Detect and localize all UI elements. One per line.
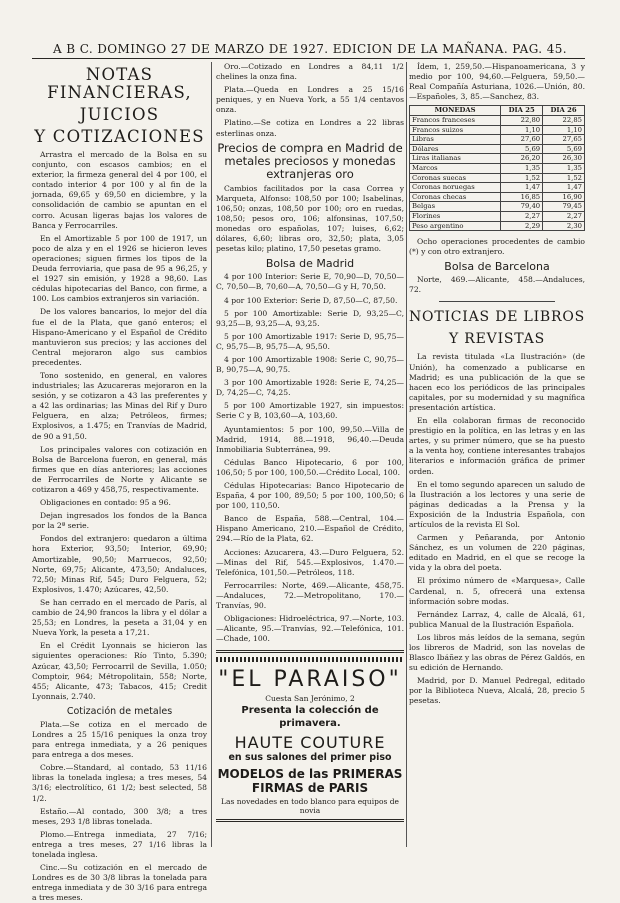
currency-rate: 2,29	[501, 221, 543, 231]
currency-name: Florines	[410, 211, 501, 221]
books-title-2: Y REVISTAS	[449, 331, 545, 348]
ad-decorative-border	[216, 657, 404, 662]
article-paragraph: En el Crédit Lyonnais se hicieron las siguientes operaciones: Río Tinto, 5.390; Azúcar, 43,50; Ferrocarril de Sevilla, 1.050; Comptoir, 964; Métropolitain, 558; Norte, 455; Alicante, 473; Tabacos, 415; Credit Lyonnais, 2.740.	[32, 641, 207, 701]
article-paragraph: Cambios facilitados por la casa Correa y Marqueta, Alfonso: 108,50 por 100; Isabelinas, 106,50; onzas, 108,50 por 100; oro en ruedas, 108,50; pesos oro, 106; alfonsinas, 107,50; monedas oro españolas, 107; luises, 6,62; dólares, 6,60; libras oro, 32,50; plata, 3,05 pesetas kilo; platino, 17,50 pesetas gramo.	[216, 183, 404, 254]
ad-haute-couture: HAUTE COUTURE	[234, 733, 386, 753]
currency-row	[410, 192, 585, 202]
article-paragraph: Plomo.—Entrega inmediata, 27 7/16; entrega a tres meses, 27 1/16 libras la tonelada inglesa.	[32, 829, 207, 859]
bolsa-barcelona-heading: Bolsa de Barcelona	[444, 260, 550, 274]
currency-table-body	[410, 115, 585, 230]
currency-name: Francos suizos	[410, 125, 501, 135]
section-separator	[439, 301, 555, 302]
currency-row	[410, 144, 585, 154]
article-paragraph: 3 por 100 Amortizable 1928: Serie E, 74,25—D, 74,25—C, 74,25.	[216, 378, 404, 398]
column-markets	[216, 62, 404, 847]
article-paragraph: 4 por 100 Exterior: Serie D, 87,50—C, 87,50.	[224, 295, 398, 305]
article-paragraph: Oro.—Cotizado en Londres a 84,11 1/2 chelines la onza fina.	[216, 62, 404, 82]
article-paragraph: Plata.—Se cotiza en el mercado de Londres a 25 15/16 peniques la onza troy para entrega inmediata, y a 26 peniques para entrega a dos meses.	[32, 719, 207, 760]
currency-name: Libras	[410, 135, 501, 145]
currency-rate: 1,52	[501, 173, 543, 183]
article-paragraph: Ídem, 1, 259,50.—Hispanoamericana, 3 y medio por 100, 94,60.—Felguera, 59,50.—Real Compañía Asturiana, 1026.—Unión, 80.—Españoles, 3, 85.—Sanchez, 83.	[409, 62, 585, 102]
currency-row	[410, 211, 585, 221]
article-paragraph: Obligaciones en contado: 95 a 96.	[40, 498, 171, 508]
currency-table-header	[410, 106, 585, 116]
currency-rate: 1,10	[543, 125, 585, 135]
metals-heading: Cotización de metales	[66, 705, 173, 717]
currency-name: Liras italianas	[410, 154, 501, 164]
article-paragraph: 5 por 100 Amortizable 1927, sin impuestos: Serie C y B, 103,60—A, 103,60.	[216, 401, 404, 421]
article-paragraph: Acciones: Azucarera, 43.—Duro Felguera, 52.—Minas del Rif, 545.—Explosivos, 1.470.—Telefónica, 101,50.—Petróleos, 118.	[216, 547, 404, 577]
article-paragraph: Ayuntamientos: 5 por 100, 99,50.—Villa de Madrid, 1914, 88.—1918, 96,40.—Deuda Inmobiliaria Subterránea, 99.	[216, 424, 404, 454]
article-paragraph: Platino.—Se cotiza en Londres a 22 libras esterlinas onza.	[216, 118, 404, 138]
books-title-1: NOTICIAS DE LIBROS	[409, 309, 586, 326]
currency-rate: 1,47	[543, 183, 585, 193]
article-paragraph: Estaño.—Al contado, 300 3/8; a tres meses, 293 1/8 libras tonelada.	[32, 806, 207, 826]
ad-footer: Las novedades en todo blanco para equipos de novia	[221, 797, 399, 816]
ad-tagline-2: primavera.	[279, 718, 341, 730]
ad-title: "EL PARAISO"	[218, 667, 402, 693]
currency-rate: 1,35	[501, 163, 543, 173]
currency-rate: 2,27	[543, 211, 585, 221]
col-header-currency: MONEDAS	[410, 106, 501, 116]
currency-name: Dólares	[410, 144, 501, 154]
currency-name: Belgas	[410, 202, 501, 212]
currency-row	[410, 202, 585, 212]
article-paragraph: Fernández Larraz, 4, calle de Alcalá, 61, publica Manual de la Ilustración Española.	[409, 609, 585, 629]
ad-paris: FIRMAS de PARIS	[251, 781, 369, 796]
currency-name: Coronas suecas	[410, 173, 501, 183]
currency-row	[410, 154, 585, 164]
currency-rate: 16,85	[501, 192, 543, 202]
notes-title-2: JUICIOS	[79, 105, 160, 124]
column-divider-2	[406, 62, 407, 847]
article-paragraph: 5 por 100 Amortizable 1917: Serie D, 95,75—C, 95,75—B, 95,75—A, 95,50.	[216, 331, 404, 351]
article-paragraph: 5 por 100 Amortizable: Serie D, 93,25—C, 93,25—B, 93,25—A, 93,25.	[216, 308, 404, 328]
article-paragraph: Cinc.—Su cotización en el mercado de Londres es de 30 3/8 libras la tonelada para entrega inmediata y de 30 3/16 para entrega a tres meses.	[32, 863, 207, 903]
precious-metals-heading: Precios de compra en Madrid de metales preciosos y monedas extranjeras oro	[217, 140, 403, 181]
article-paragraph: Arrastra el mercado de la Bolsa en su conjunto, con escasos cambios; en el exterior, la firmeza general del 4 por 100, el contado interior 4 por 100 y al fin de la jornada, 69,65 y 69,50 en diciembre, y la consolidación de cambio se apuntan en el corro. Acusan ligeras bajas los valores de Banca y Ferrocarriles.	[32, 150, 207, 230]
article-paragraph: Obligaciones: Hidroeléctrica, 97.—Norte, 103.—Alicante, 95.—Tranvías, 92.—Telefónica, 101.—Chade, 100.	[216, 614, 404, 644]
article-paragraph: Ferrocarriles: Norte, 469.—Alicante, 458,75.—Andaluces, 72.—Metropolitano, 170.—Tranvías, 90.	[216, 580, 404, 611]
page-header: A B C. DOMINGO 27 DE MARZO DE 1927. EDICION DE LA MAÑANA. PAG. 45.	[52, 42, 567, 56]
article-paragraph: Tono sostenido, en general, en valores industriales; las Azucareras mejoraron en la sesión, y se cotizaron a 43 las preferentes y a 42 las ordinarias; las Minas del Rif y Duro Felguera, en alza; Petróleos, firmes; Explosivos, a 1.475; en Tranvías de Madrid, de 90 a 91,50.	[32, 370, 207, 441]
article-paragraph: En el Amortizable 5 por 100 de 1917, un poco de alza y en el 1926 se hicieron leves operaciones; siguen firmes los tipos de la Deuda ferroviaria, que pasa de 95 a 96,25, y el 1927 sin emisión, y 1928 a 98,60. Las cédulas hipotecarias del Banco, con firme, a 100. Los cambios extranjeros sin variación.	[32, 233, 207, 304]
notes-title-3: Y COTIZACIONES	[34, 127, 205, 146]
article-paragraph: Madrid, por D. Manuel Pedregal, editado por la Biblioteca Nueva, Alcalá, 28, precio 5 pesetas.	[409, 676, 585, 706]
article-paragraph: De los valores bancarios, lo mejor del día fue el de la Plata, que ganó enteros; el Hispano-Americano y el Español de Crédito mantuvieron sus precios; y las acciones del Central mejoraron algo sus cambios precedentes.	[32, 307, 207, 367]
article-paragraph: Plata.—Queda en Londres a 25 15/16 peniques, y en Nueva York, a 55 1/4 centavos onza.	[216, 85, 404, 115]
article-paragraph: Los principales valores con cotización en Bolsa de Barcelona fueron, en general, más firmes que en días anteriores; las acciones de Ferrocarriles de Norte y Alicante se cotizaron a 469 y 458,75, respectivamente.	[32, 444, 207, 494]
currency-row	[410, 125, 585, 135]
bolsa-madrid-heading: Bolsa de Madrid	[265, 257, 355, 271]
currency-rate: 5,69	[501, 144, 543, 154]
article-paragraph: En ella colaboran firmas de reconocido prestigio en la política, en las letras y en las artes, y su primer número, que se ha puesto a la venta hoy, contiene interesantes trabajos literarios e información gráfica de primer orden.	[409, 416, 585, 476]
article-paragraph: Banco de España, 588.—Central, 104.—Hispano Americano, 210.—Español de Crédito, 294.—Río de la Plata, 62.	[216, 514, 404, 544]
currency-name: Peso argentino	[410, 221, 501, 231]
currency-name: Coronas noruegas	[410, 183, 501, 193]
article-paragraph: 4 por 100 Interior: Serie E, 70,90—D, 70,50—C, 70,50—B, 70,60—A, 70,50—G y H, 70,50.	[216, 272, 404, 292]
currency-rate: 1,52	[543, 173, 585, 183]
currency-rate: 27,65	[543, 135, 585, 145]
article-paragraph: Cobre.—Standard, al contado, 53 11/16 libras la tonelada inglesa; a tres meses, 54 3/16; electrolítico, 61 1/2; best selected, 58 1/2.	[32, 763, 207, 803]
ad-tagline: Presenta la colección de	[241, 705, 379, 717]
currency-rate: 79,45	[543, 202, 585, 212]
currency-row	[410, 183, 585, 193]
article-paragraph: 4 por 100 Amortizable 1908: Serie C, 90,75—B, 90,75—A, 90,75.	[216, 354, 404, 375]
column-news	[409, 62, 585, 847]
article-paragraph: Dejan ingresados los fondos de la Banca por la 2ª serie.	[32, 511, 207, 531]
article-paragraph: Cédulas Hipotecarias: Banco Hipotecario de España, 4 por 100, 89,50; 5 por 100, 100,50; 6 por 100, 110,50.	[216, 481, 404, 511]
currency-rate: 16,90	[543, 192, 585, 202]
currency-name: Coronas checas	[410, 192, 501, 202]
table-note: Ocho operaciones procedentes de cambio (*) y con otro extranjero.	[409, 237, 585, 257]
currency-table	[409, 105, 585, 231]
ad-salons: en sus salones del primer piso	[228, 752, 392, 764]
currency-rate: 2,30	[543, 221, 585, 231]
column-financial-notes	[32, 62, 207, 903]
currency-rate: 22,80	[501, 115, 543, 125]
currency-row	[410, 221, 585, 231]
article-paragraph: Norte, 469.—Alicante, 458.—Andaluces, 72.	[409, 275, 585, 295]
currency-row	[410, 163, 585, 173]
currency-row	[410, 115, 585, 125]
currency-rate: 1,10	[501, 125, 543, 135]
paraiso-advertisement	[216, 650, 404, 822]
currency-rate: 27,60	[501, 135, 543, 145]
currency-rate: 1,35	[543, 163, 585, 173]
col-header-day-1: DIA 25	[501, 106, 543, 116]
ad-models: MODELOS de las PRIMERAS	[217, 767, 403, 782]
article-paragraph: Se han cerrado en el mercado de París, al cambio de 24,90 francos la libra y el dólar a 25,53; en Londres, la peseta a 31,04 y en Nueva York, la peseta a 17,21.	[32, 597, 207, 638]
article-paragraph: Carmen y Peñaranda, por Antonio Sánchez, es un volumen de 220 páginas, editado en Madrid, en el que se recoge la vida y la obra del poeta.	[409, 533, 585, 573]
header-rule	[32, 58, 585, 59]
article-paragraph: El próximo número de «Marquesa», Calle Cardenal, n. 5, ofrecerá una extensa información sobre modas.	[409, 576, 585, 606]
col-header-day-2: DIA 26	[543, 106, 585, 116]
article-paragraph: En el tomo segundo aparecen un saludo de la Ilustración a los lectores y una serie de páginas dedicadas a la Prensa y la Exposición de la Industria Española, con artículos de la revista El Sol.	[409, 479, 585, 529]
currency-rate: 26,20	[501, 154, 543, 164]
currency-rate: 5,69	[543, 144, 585, 154]
currency-name: Marcos	[410, 163, 501, 173]
currency-row	[410, 135, 585, 145]
ad-address: Cuesta San Jerónimo, 2	[265, 694, 355, 704]
currency-rate: 2,27	[501, 211, 543, 221]
column-divider-1	[211, 62, 212, 847]
currency-rate: 1,47	[501, 183, 543, 193]
currency-name: Francos franceses	[410, 115, 501, 125]
article-paragraph: Fondos del extranjero: quedaron a última hora Exterior, 93,50; Interior, 69,90; Amortizable, 90,50; Marruecos, 92,50; Norte, 69,75; Alicante, 473,50; Andaluces, 72,50; Minas Rif, 545; Duro Felguera, 52; Explosivos, 1.470; Azúcares, 42,50.	[32, 534, 207, 594]
notes-title-1: NOTAS FINANCIERAS,	[47, 65, 192, 102]
article-paragraph: Los libros más leídos de la semana, según los libreros de Madrid, son las novelas de Blasco Ibáñez y las obras de Pérez Galdós, en su edición de Hernando.	[409, 632, 585, 673]
currency-rate: 26,30	[543, 154, 585, 164]
currency-rate: 22,85	[543, 115, 585, 125]
currency-rate: 79,40	[501, 202, 543, 212]
article-paragraph: La revista titulada «La Ilustración» (de Unión), ha comenzado a publicarse en Madrid; es una publicación de la que se hacen eco los periódicos de las principales capitales, por su modernidad y su magnífica presentación artística.	[409, 352, 585, 412]
currency-row	[410, 173, 585, 183]
article-paragraph: Cédulas Banco Hipotecario, 6 por 100, 106,50; 5 por 100, 100,50.—Crédito Local, 100.	[216, 457, 404, 477]
